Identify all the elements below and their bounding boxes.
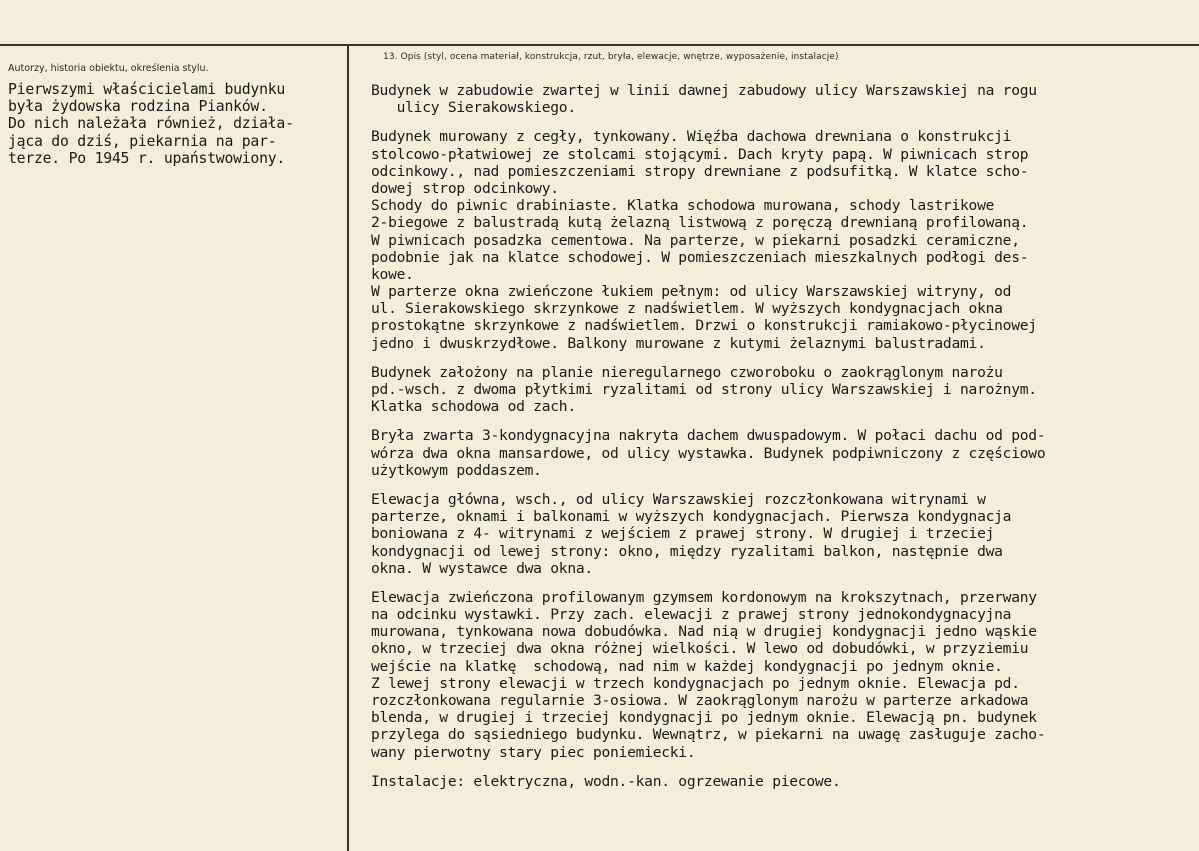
description-typed-text <box>371 82 1045 790</box>
typed-line: parterze, oknami i balkonami w wyższych kondygnacjach. Pierwsza kondygnacja <box>371 508 1012 526</box>
typed-line: W piwnicach posadzka cementowa. Na parterze, w piekarni posadzki ceramiczne, <box>371 231 1020 249</box>
typed-line: okno, w trzeciej dwa okna różnej wielkości. W lewo od dobudówki, w przyziemiu <box>371 640 1029 658</box>
right-column-heading: 13. Opis (styl, ocena materiał, konstrukcja, rzut, bryła, elewacje, wnętrze, wyposażenie, instalacje) <box>383 52 839 62</box>
typed-line: Budynek w zabudowie zwartej w linii dawnej zabudowy ulicy Warszawskiej na rogu <box>371 82 1037 99</box>
typed-line: stolcowo-płatwiowej ze stolcami stojącymi. Dach kryty papą. W piwnicach strop <box>371 145 1029 163</box>
history-typed-text <box>8 81 294 167</box>
typed-line: kondygnacji od lewej strony: okno, między ryzalitami balkon, następnie dwa <box>371 542 1003 560</box>
typed-line: na odcinku wystawki. Przy zach. elewacji z prawej strony jednokondygnacyjna <box>371 606 1012 624</box>
typed-line: była żydowska rodzina Pianków. <box>8 98 268 116</box>
typed-line: wejście na klatkę schodową, nad nim w każdej kondygnacji po jednym oknie. <box>371 657 1003 675</box>
typed-line: odcinkowy., nad pomieszczeniami stropy drewniane z podsufitką. W klatce scho- <box>371 162 1029 180</box>
typed-line: blenda, w drugiej i trzeciej kondygnacji po jednym oknie. Elewacją pn. budynek <box>371 709 1037 727</box>
paragraph-gap <box>371 415 1045 427</box>
typed-line: użytkowym poddaszem. <box>371 461 542 479</box>
typed-line: podobnie jak na klatce schodowej. W pomieszczeniach mieszkalnych podłogi des- <box>371 248 1029 266</box>
typed-line: Pierwszymi właścicielami budynku <box>8 81 286 98</box>
typed-line: Budynek założony na planie nieregularnego czworoboku o zaokrąglonym narożu <box>371 363 1003 381</box>
typed-line: terze. Po 1945 r. upaństwowiony. <box>8 149 286 167</box>
paragraph-gap <box>371 352 1045 364</box>
typed-line: ul. Sierakowskiego skrzynkowe z nadświetlem. W wyższych kondygnacjach okna <box>371 300 1003 318</box>
typed-line: prostokątne skrzynkowe z nadświetlem. Drzwi o konstrukcji ramiakowo-płycinowej <box>371 317 1037 335</box>
typed-line: boniowana z 4- witrynami z wejściem z prawej strony. W drugiej i trzeciej <box>371 525 995 543</box>
typed-line: Instalacje: elektryczna, wodn.-kan. ogrzewanie piecowe. <box>371 772 841 790</box>
typed-line: pd.-wsch. z dwoma płytkimi ryzalitami od strony ulicy Warszawskiej i narożnym. <box>371 381 1037 398</box>
paragraph-gap <box>371 479 1045 491</box>
typed-line: jedno i dwuskrzydłowe. Balkony murowane z kutymi żelaznymi balustradami. <box>371 334 986 352</box>
typed-line: dowej strop odcinkowy. <box>371 179 559 197</box>
typed-line: Elewacja zwieńczona profilowanym gzymsem kordonowym na krokszytnach, przerwany <box>371 588 1037 606</box>
typed-line: Z lewej strony elewacji w trzech kondygnacjach po jednym oknie. Elewacja pd. <box>371 674 1020 692</box>
typed-line: Schody do piwnic drabiniaste. Klatka schodowa murowana, schody lastrikowe <box>371 197 995 215</box>
typed-line: Elewacja główna, wsch., od ulicy Warszawskiej rozczłonkowana witrynami w <box>371 490 986 508</box>
column-divider-line <box>347 44 349 851</box>
paragraph-gap <box>371 577 1045 589</box>
typed-line: rozczłonkowana regularnie 3-osiowa. W zaokrąglonym narożu w parterze arkadowa <box>371 692 1029 709</box>
typed-line: Do nich należała również, działa- <box>8 115 294 133</box>
typed-line: przylega do sąsiedniego budynku. Wewnątrz, w piekarni na uwagę zasługuje zacho- <box>371 726 1046 744</box>
typed-line: ulicy Sierakowskiego. <box>371 99 576 117</box>
typed-line: murowana, tynkowana nowa dobudówka. Nad nią w drugiej kondygnacji jedno wąskie <box>371 623 1037 641</box>
paragraph-gap <box>371 116 1045 128</box>
left-column-heading: Autorzy, historia obiektu, określenia stylu. <box>8 63 209 74</box>
typed-line: W parterze okna zwieńczone łukiem pełnym: od ulicy Warszawskiej witryny, od <box>371 283 1012 301</box>
typed-line: jąca do dziś, piekarnia na par- <box>8 132 277 150</box>
typed-line: kowe. <box>371 265 414 283</box>
typed-line: Klatka schodowa od zach. <box>371 398 576 416</box>
typed-line: okna. W wystawce dwa okna. <box>371 559 593 577</box>
header-divider-line <box>0 44 1199 46</box>
paragraph-gap <box>371 761 1045 773</box>
typed-line: 2-biegowe z balustradą kutą żelazną listwową z poręczą drewnianą profilowaną. <box>371 214 1029 232</box>
typed-line: wórza dwa okna mansardowe, od ulicy wystawka. Budynek podpiwniczony z częściowo <box>371 444 1046 462</box>
typed-line: Bryła zwarta 3-kondygnacyjna nakryta dachem dwuspadowym. W połaci dachu od pod- <box>371 427 1046 445</box>
typed-line: Budynek murowany z cegły, tynkowany. Więźba dachowa drewniana o konstrukcji <box>371 128 1012 146</box>
typed-line: wany pierwotny stary piec poniemiecki. <box>371 743 696 761</box>
